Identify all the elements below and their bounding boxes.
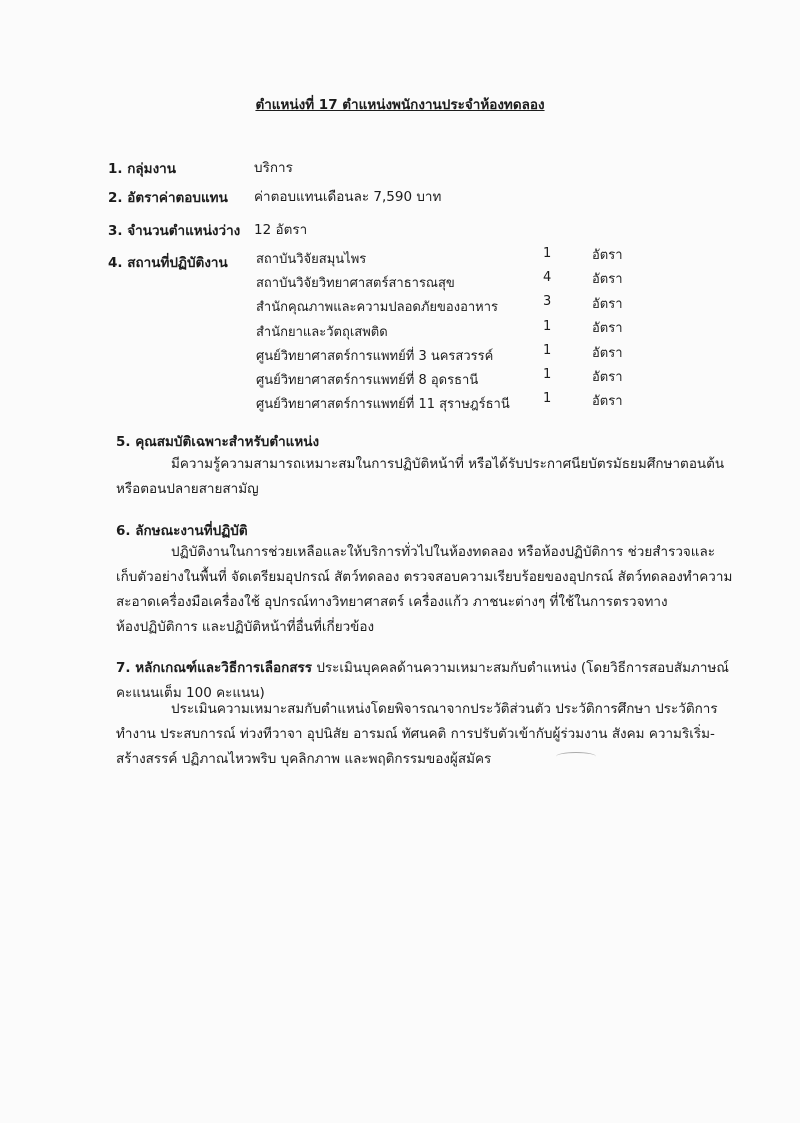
workplace-unit: อัตรา [592,394,623,409]
section-7-line: สร้างสรรค์ ปฏิภาณไหวพริบ บุคลิกภาพ และพฤติกรรมของผู้สมัคร [116,751,492,767]
section-6-heading: 6. ลักษณะงานที่ปฏิบัติ [116,523,248,539]
section-5-heading: 5. คุณสมบัติเฉพาะสำหรับตำแหน่ง [116,434,320,450]
section-7-line: ทำงาน ประสบการณ์ ท่วงทีวาจา อุปนิสัย อารมณ์ ทัศนคติ การปรับตัวเข้ากับผู้ร่วมงาน สังคม ความริเริ่ม- [116,726,715,742]
workplace-name: ศูนย์วิทยาศาสตร์การแพทย์ที่ 3 นครสวรรค์ [256,349,494,364]
workplace-unit: อัตรา [592,248,623,263]
section-5-body [116,452,724,502]
document-title: ตำแหน่งที่ 17 ตำแหน่งพนักงานประจำห้องทดลอง [255,97,545,113]
workplace-name: สำนักยาและวัตถุเสพติด [256,325,388,340]
section-7-body [116,697,718,772]
section-6-line: เก็บตัวอย่างในพื้นที่ จัดเตรียมอุปกรณ์ สัตว์ทดลอง ตรวจสอบความเรียบร้อยของอุปกรณ์ สัตว์ทดลองทำความ [116,569,733,585]
workplace-unit: อัตรา [592,272,623,287]
item-value-compensation: ค่าตอบแทนเดือนละ 7,590 บาท [254,189,442,205]
item-label-work-group: 1. กลุ่มงาน [108,161,176,177]
workplace-count: 4 [543,270,552,285]
section-5-line: หรือตอนปลายสายสามัญ [116,481,259,497]
workplace-unit: อัตรา [592,370,623,385]
workplace-count: 1 [543,246,552,261]
item-value-work-group: บริการ [254,160,293,176]
workplace-count: 1 [543,343,552,358]
workplace-name: ศูนย์วิทยาศาสตร์การแพทย์ที่ 8 อุดรธานี [256,373,479,388]
workplace-name: ศูนย์วิทยาศาสตร์การแพทย์ที่ 11 สุราษฎร์ธานี [256,397,510,412]
workplace-name: สำนักคุณภาพและความปลอดภัยของอาหาร [256,300,499,315]
section-7-heading-line2: คะแนนเต็ม 100 คะแนน) [116,685,265,701]
item-value-vacancies: 12 อัตรา [254,222,308,238]
section-7-heading-rest: ประเมินบุคคลด้านความเหมาะสมกับตำแหน่ง (โดยวิธีการสอบสัมภาษณ์ [312,660,729,676]
item-label-workplace: 4. สถานที่ปฏิบัติงาน [108,255,228,271]
item-label-compensation: 2. อัตราค่าตอบแทน [108,190,228,206]
section-7-line: ประเมินความเหมาะสมกับตำแหน่งโดยพิจารณาจากประวัติส่วนตัว ประวัติการศึกษา ประวัติการ [171,701,718,717]
section-6-line: ปฏิบัติงานในการช่วยเหลือและให้บริการทั่วไปในห้องทดลอง หรือห้องปฏิบัติการ ช่วยสำรวจและ [171,544,716,560]
workplace-count: 1 [543,319,552,334]
pen-mark [556,752,596,761]
workplace-unit: อัตรา [592,321,623,336]
section-7-heading-line [116,656,729,678]
workplace-unit: อัตรา [592,297,623,312]
workplace-count: 3 [543,294,552,309]
section-6-line: ห้องปฏิบัติการ และปฏิบัติหน้าที่อื่นที่เกี่ยวข้อง [116,619,375,635]
workplace-name: สถาบันวิจัยวิทยาศาสตร์สาธารณสุข [256,276,455,291]
workplace-count: 1 [543,391,552,406]
section-5-line: มีความรู้ความสามารถเหมาะสมในการปฏิบัติหน้าที่ หรือได้รับประกาศนียบัตรมัธยมศึกษาตอนต้น [171,456,725,472]
workplace-unit: อัตรา [592,346,623,361]
item-label-vacancies: 3. จำนวนตำแหน่งว่าง [108,223,241,239]
section-7-heading: 7. หลักเกณฑ์และวิธีการเลือกสรร [116,660,313,676]
workplace-name: สถาบันวิจัยสมุนไพร [256,252,367,267]
workplace-count: 1 [543,367,552,382]
section-6-line: สะอาดเครื่องมือเครื่องใช้ อุปกรณ์ทางวิทยาศาสตร์ เครื่องแก้ว ภาชนะต่างๆ ที่ใช้ในการตรวจทาง [116,594,668,610]
section-6-body [116,540,732,640]
